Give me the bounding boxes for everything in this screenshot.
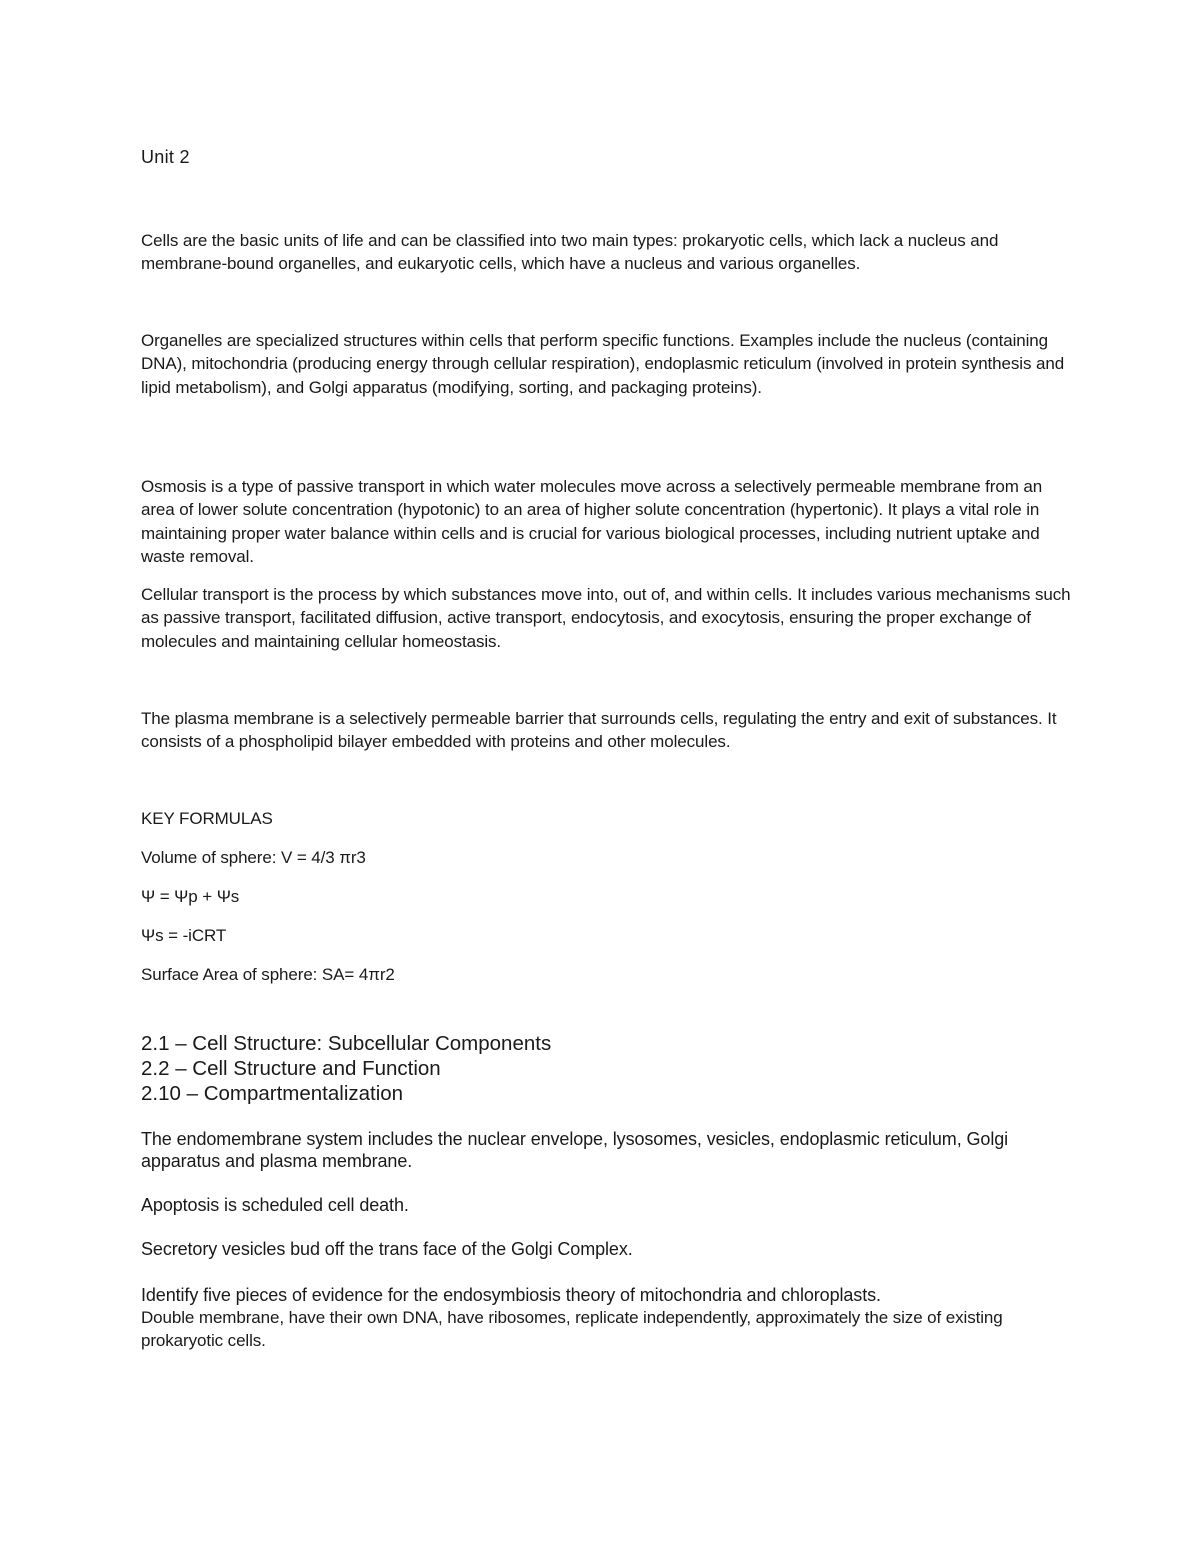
- section-heading-2-10: 2.10 – Compartmentalization: [141, 1082, 404, 1105]
- paragraph-cellular-transport: Cellular transport is the process by which substances move into, out of, and within cells. It includes various mechanisms such as passive transport, facilitated diffusion, active transport, endocytosis, and exocytosis, ensuring the proper exchange of molecules and maintaining cellular homeostasis.: [141, 585, 1071, 651]
- formula-volume: Volume of sphere: V = 4/3 πr3: [141, 848, 366, 867]
- note-apoptosis: Apoptosis is scheduled cell death.: [141, 1195, 409, 1215]
- note-endosymbiosis-answer: Double membrane, have their own DNA, have ribosomes, replicate independently, approximately the size of existing prokaryotic cells.: [141, 1308, 1003, 1351]
- unit-title: Unit 2: [141, 147, 190, 167]
- section-heading-2-2: 2.2 – Cell Structure and Function: [141, 1057, 441, 1080]
- formula-solute-potential: Ψs = -iCRT: [141, 926, 227, 945]
- note-endosymbiosis-question: Identify five pieces of evidence for the endosymbiosis theory of mitochondria and chloroplasts.: [141, 1285, 881, 1305]
- note-endomembrane: The endomembrane system includes the nuclear envelope, lysosomes, vesicles, endoplasmic reticulum, Golgi apparatus and plasma membrane.: [141, 1129, 1009, 1171]
- formula-water-potential: Ψ = Ψp + Ψs: [141, 887, 240, 906]
- paragraph-cells: Cells are the basic units of life and can be classified into two main types: prokaryotic cells, which lack a nucleus and membrane-bound organelles, and eukaryotic cells, which have a nucleus and various organelles.: [141, 231, 999, 274]
- paragraph-organelles: Organelles are specialized structures within cells that perform specific functions. Examples include the nucleus (containing DNA), mitochondria (producing energy through cellular respiration), endoplasmic reticulum (involved in protein synthesis and lipid metabolism), and Golgi apparatus (modifying, sorting, and packaging proteins).: [141, 331, 1065, 397]
- note-secretory-vesicles: Secretory vesicles bud off the trans face of the Golgi Complex.: [141, 1239, 633, 1259]
- paragraph-plasma-membrane: The plasma membrane is a selectively permeable barrier that surrounds cells, regulating the entry and exit of substances. It consists of a phospholipid bilayer embedded with proteins and other molecules.: [141, 709, 1057, 752]
- section-heading-2-1: 2.1 – Cell Structure: Subcellular Components: [141, 1032, 552, 1055]
- formulas-heading: KEY FORMULAS: [141, 809, 273, 828]
- paragraph-osmosis: Osmosis is a type of passive transport in which water molecules move across a selectively permeable membrane from an area of lower solute concentration (hypotonic) to an area of higher solute concentration (hypertonic). It plays a vital role in maintaining proper water balance within cells and is crucial for various biological processes, including nutrient uptake and waste removal.: [141, 477, 1043, 566]
- formula-surface-area: Surface Area of sphere: SA= 4πr2: [141, 965, 395, 984]
